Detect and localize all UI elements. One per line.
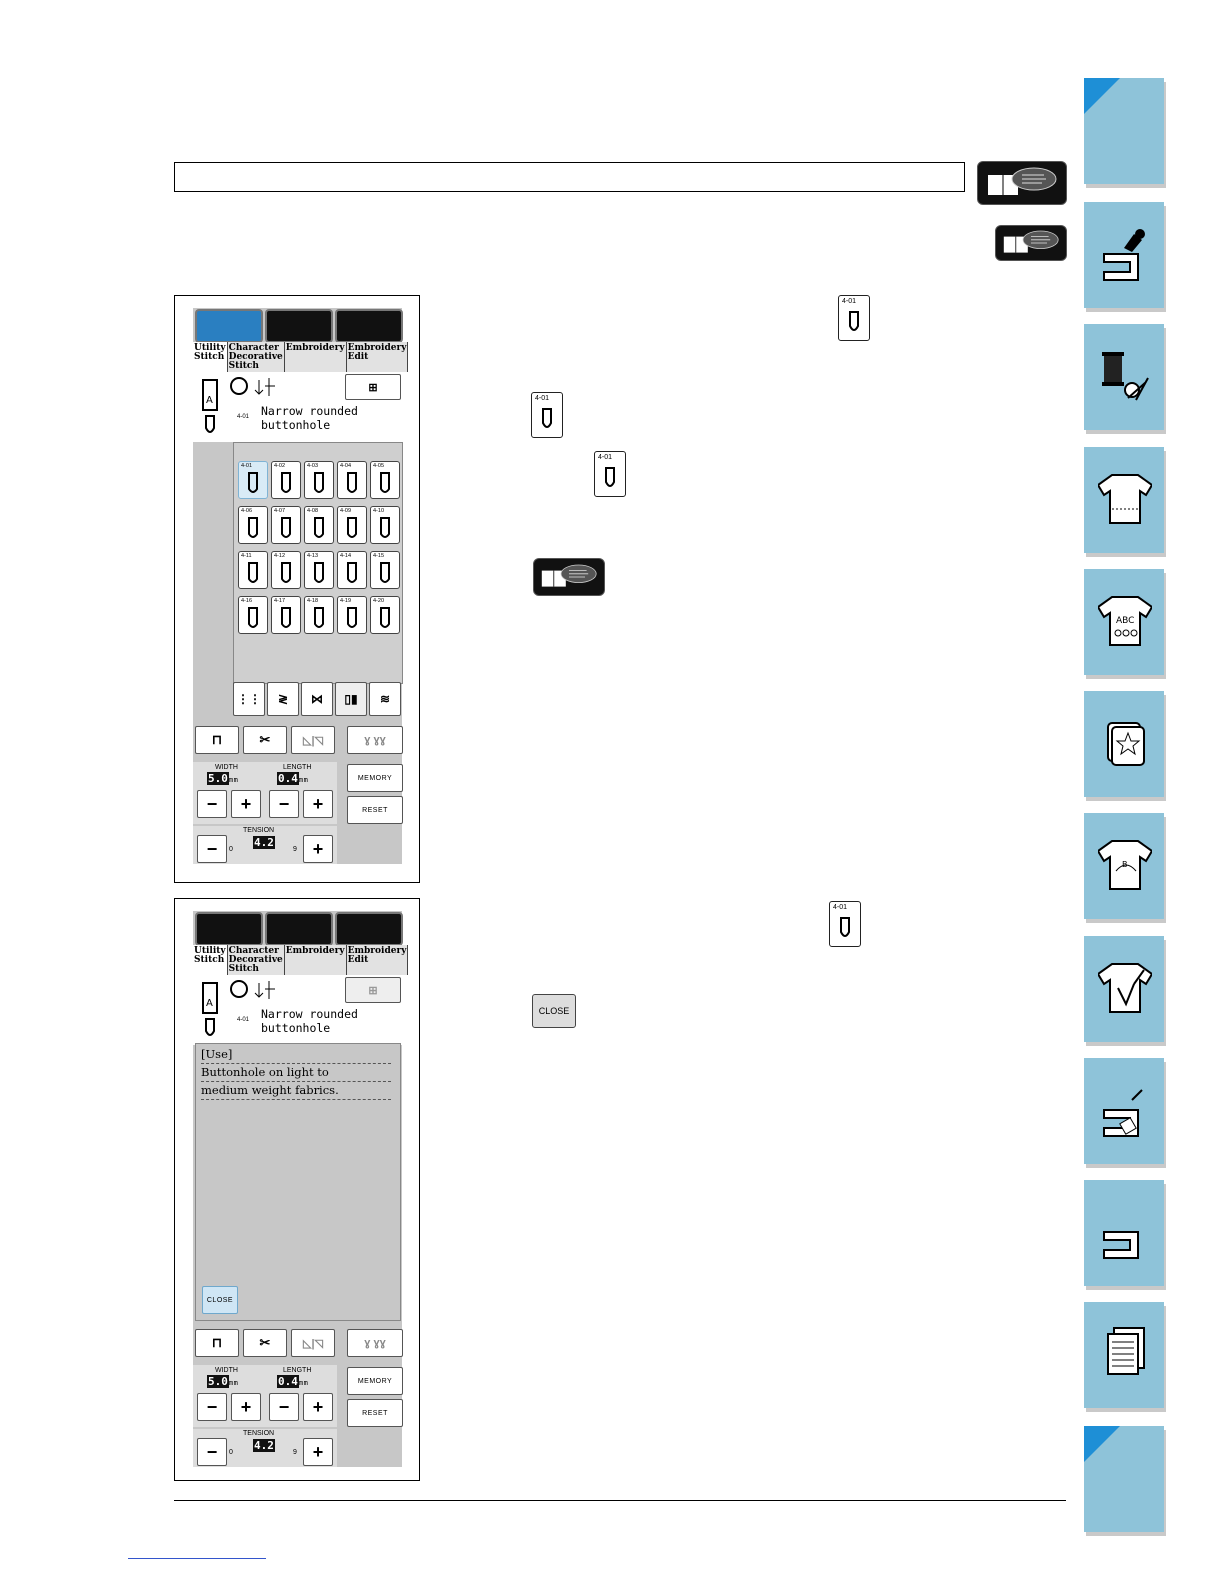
buttonhole-icon <box>279 471 293 495</box>
stitch-code: 4-16 <box>241 598 253 604</box>
maintenance-icon <box>1098 1080 1152 1140</box>
stitch-grid <box>233 442 403 684</box>
buttonhole-icon <box>312 606 326 630</box>
buttonhole-icon <box>279 606 293 630</box>
machine-help-key[interactable] <box>265 912 333 946</box>
stitch-code: 4-03 <box>307 463 319 469</box>
embroidery-edit-icon <box>1098 835 1152 895</box>
help-line: medium weight fabrics. <box>201 1082 391 1100</box>
stitch-code: 4-11 <box>241 553 252 559</box>
buttonhole-icon <box>345 516 359 540</box>
buttonhole-icon <box>279 561 293 585</box>
width-label: WIDTH <box>215 1367 238 1374</box>
width-minus-button[interactable]: − <box>197 1393 227 1421</box>
tab-embroidery[interactable]: Embroidery <box>285 945 347 975</box>
stitch-code: 4-10 <box>373 508 385 514</box>
buttonhole-icon <box>246 471 260 495</box>
side-tab-thread[interactable] <box>1084 324 1164 430</box>
buttonhole-icon <box>345 561 359 585</box>
utility-stitch-icon <box>1098 469 1152 529</box>
help-book-icon-inline <box>533 558 605 596</box>
stitch-pattern-key[interactable] <box>271 596 301 634</box>
svg-text:A: A <box>206 395 213 406</box>
length-plus-button[interactable]: + <box>303 1393 333 1421</box>
side-tab-documents[interactable] <box>1084 1302 1164 1408</box>
stitch-category-2[interactable]: ≷ <box>267 682 299 716</box>
stitch-code: 4-18 <box>307 598 319 604</box>
memory-button[interactable]: MEMORY <box>347 1367 403 1395</box>
footer-rule <box>174 1500 1066 1501</box>
width-minus-button[interactable]: − <box>197 790 227 818</box>
stitch-code: 4-01 <box>241 463 253 469</box>
help-line: Buttonhole on light to <box>201 1064 391 1082</box>
stitch-pattern-key[interactable] <box>337 551 367 589</box>
length-label: LENGTH <box>283 1367 312 1374</box>
stitch-pattern-key[interactable] <box>271 506 301 544</box>
length-plus-button[interactable]: + <box>303 790 333 818</box>
lcd-screen <box>193 911 407 1467</box>
mirror-button[interactable]: ◺|◹ <box>291 1329 335 1357</box>
footer-link-underline[interactable] <box>128 1558 266 1559</box>
settings-key[interactable] <box>335 912 403 946</box>
tension-value: 4.2 <box>254 1439 274 1452</box>
side-tab-character[interactable] <box>1084 569 1164 675</box>
stitch-pattern-key[interactable] <box>271 551 301 589</box>
stitch-pattern-key[interactable] <box>370 596 400 634</box>
buttonhole-icon <box>345 606 359 630</box>
side-tab-embroidery[interactable] <box>1084 691 1164 797</box>
stitch-pattern-key[interactable] <box>370 461 400 499</box>
stitch-pattern-key[interactable] <box>337 596 367 634</box>
svg-text:ABC: ABC <box>1116 616 1135 626</box>
length-label: LENGTH <box>283 764 312 771</box>
stitch-code: 4-14 <box>340 553 352 559</box>
tension-plus-button[interactable]: + <box>303 835 333 863</box>
stitch-pattern-key[interactable] <box>271 461 301 499</box>
side-tab-corner-bottom[interactable] <box>1084 1426 1164 1532</box>
length-value: 0.4mm <box>278 1375 309 1388</box>
buttonhole-icon <box>246 561 260 585</box>
stitch-category-buttonhole[interactable]: ▯▮ <box>335 682 367 716</box>
tab-embroidery[interactable]: Embroidery <box>285 342 347 372</box>
tab-embroidery-edit[interactable]: Embroidery Edit <box>347 945 409 975</box>
stitch-pattern-key[interactable] <box>238 461 268 499</box>
buttonhole-icon <box>279 516 293 540</box>
side-tab-machine-setup[interactable] <box>1084 202 1164 308</box>
stitch-code: 4-09 <box>340 508 352 514</box>
tension-min: 0 <box>229 1449 233 1456</box>
stitch-code: 4-06 <box>241 508 253 514</box>
tab-character-decorative[interactable]: Character Decorative Stitch <box>228 946 283 974</box>
svg-text:B: B <box>1122 860 1128 869</box>
buttonhole-icon <box>378 471 392 495</box>
stitch-pattern-key[interactable] <box>238 551 268 589</box>
stitch-pattern-key[interactable] <box>337 506 367 544</box>
side-tab-corner-top[interactable] <box>1084 78 1164 184</box>
reverse-stitch-button[interactable]: ⊓ <box>195 726 239 754</box>
tab-utility-stitch[interactable]: Utility Stitch <box>193 342 228 372</box>
tab-utility-stitch[interactable]: Utility Stitch <box>193 945 228 975</box>
stitch-code: 4-02 <box>274 463 286 469</box>
close-key-icon: CLOSE <box>532 994 576 1028</box>
buttonhole-icon <box>345 471 359 495</box>
stitch-pattern-key[interactable] <box>238 506 268 544</box>
stitch-pattern-key[interactable] <box>337 461 367 499</box>
reverse-stitch-button[interactable]: ⊓ <box>195 1329 239 1357</box>
width-value: 5.0mm <box>208 772 239 785</box>
embroidery-frame-icon <box>1098 713 1152 773</box>
stitch-code: 4-07 <box>274 508 286 514</box>
garment-view-button[interactable]: ⊞ <box>345 977 401 1003</box>
help-book-icon-small <box>995 225 1067 261</box>
settings-key[interactable] <box>335 309 403 343</box>
length-value: 0.4mm <box>278 772 309 785</box>
tab-embroidery-edit[interactable]: Embroidery Edit <box>347 342 409 372</box>
needle-mode-button[interactable]: ɣ ɣɣ <box>347 726 403 754</box>
width-plus-button[interactable]: + <box>231 790 261 818</box>
stitch-category-5[interactable]: ≋ <box>369 682 401 716</box>
presser-foot-icon <box>197 979 223 1039</box>
help-book-icon <box>977 161 1067 205</box>
buttonhole-icon <box>312 561 326 585</box>
stitch-pattern-key[interactable] <box>304 506 334 544</box>
tension-box <box>193 1429 337 1467</box>
thread-cut-button[interactable]: ✂ <box>243 1329 287 1357</box>
design-edit-icon <box>1098 958 1152 1018</box>
machine-icon <box>1098 1202 1152 1262</box>
stitch-code: 4-20 <box>373 598 385 604</box>
pattern-number: 4-01 <box>237 414 250 420</box>
stitch-key-icon: 4-01 <box>594 451 626 497</box>
pattern-info <box>193 975 402 1045</box>
tension-label: TENSION <box>243 827 275 834</box>
tension-minus-button[interactable]: − <box>197 835 227 863</box>
svg-text:A: A <box>206 998 213 1009</box>
pattern-info <box>193 372 402 442</box>
category-tabs <box>193 342 407 373</box>
section-title-bar <box>174 162 965 192</box>
lcd-screen <box>193 308 407 864</box>
buttonhole-icon <box>378 561 392 585</box>
screen-panel-2 <box>174 898 420 1481</box>
stitch-code: 4-04 <box>340 463 352 469</box>
screen-panel-1 <box>174 295 420 883</box>
reset-button[interactable]: RESET <box>347 796 403 824</box>
thread-cut-button[interactable]: ✂ <box>243 726 287 754</box>
stitch-pattern-key[interactable] <box>304 461 334 499</box>
stitch-code: 4-15 <box>373 553 385 559</box>
buttonhole-icon <box>246 606 260 630</box>
category-tab-row <box>233 682 401 716</box>
needle-mode-button[interactable]: ɣ ɣɣ <box>347 1329 403 1357</box>
documents-icon <box>1098 1324 1152 1384</box>
tension-minus-button[interactable]: − <box>197 1438 227 1466</box>
tab-character-decorative[interactable]: Character Decorative Stitch <box>228 343 283 371</box>
buttonhole-icon <box>378 606 392 630</box>
stitch-category-1[interactable]: ⋮⋮ <box>233 682 265 716</box>
tension-box <box>193 826 337 864</box>
tension-max: 9 <box>293 846 297 853</box>
tension-value: 4.2 <box>254 836 274 849</box>
width-length-box <box>193 762 337 824</box>
stitch-pattern-key[interactable] <box>304 596 334 634</box>
presser-foot-icon <box>197 376 223 436</box>
side-tab-embroidery-edit[interactable] <box>1084 813 1164 919</box>
pattern-number: 4-01 <box>237 1017 250 1023</box>
bobbin-icon <box>229 979 281 1001</box>
mirror-button[interactable]: ◺|◹ <box>291 726 335 754</box>
buttonhole-icon <box>312 471 326 495</box>
stitch-code: 4-08 <box>307 508 319 514</box>
length-minus-button[interactable]: − <box>269 790 299 818</box>
buttonhole-icon <box>378 516 392 540</box>
reset-button[interactable]: RESET <box>347 1399 403 1427</box>
length-minus-button[interactable]: − <box>269 1393 299 1421</box>
side-tab-maintenance[interactable] <box>1084 1058 1164 1164</box>
side-tab-machine[interactable] <box>1084 1180 1164 1286</box>
category-tabs <box>193 945 407 976</box>
memory-button[interactable]: MEMORY <box>347 764 403 792</box>
stitch-pattern-key[interactable] <box>304 551 334 589</box>
pattern-name: Narrow rounded buttonhole <box>261 404 358 432</box>
help-book-key[interactable] <box>195 912 263 946</box>
stitch-code: 4-05 <box>373 463 385 469</box>
buttonhole-icon <box>312 516 326 540</box>
character-stitch-icon <box>1098 591 1152 651</box>
garment-view-button[interactable]: ⊞ <box>345 374 401 400</box>
stitch-code: 4-19 <box>340 598 352 604</box>
stitch-code: 4-13 <box>307 553 319 559</box>
stitch-pattern-key[interactable] <box>370 506 400 544</box>
help-text-area <box>195 1043 401 1321</box>
stitch-code: 4-17 <box>274 598 286 604</box>
tension-label: TENSION <box>243 1430 275 1437</box>
stitch-key-icon: 4-01 <box>531 392 563 438</box>
machine-setup-icon <box>1098 224 1152 284</box>
stitch-pattern-key[interactable] <box>370 551 400 589</box>
help-book-key[interactable] <box>195 309 263 343</box>
stitch-code: 4-12 <box>274 553 286 559</box>
thread-bobbin-icon <box>1098 346 1152 406</box>
width-length-box <box>193 1365 337 1427</box>
tension-max: 9 <box>293 1449 297 1456</box>
stitch-key-icon: 4-01 <box>829 901 861 947</box>
tension-min: 0 <box>229 846 233 853</box>
tension-plus-button[interactable]: + <box>303 1438 333 1466</box>
side-tab-design-edit[interactable] <box>1084 936 1164 1042</box>
stitch-category-3[interactable]: ⋈ <box>301 682 333 716</box>
stitch-key-icon: 4-01 <box>838 295 870 341</box>
buttonhole-icon <box>246 516 260 540</box>
width-value: 5.0mm <box>208 1375 239 1388</box>
bobbin-icon <box>229 376 281 398</box>
pattern-name: Narrow rounded buttonhole <box>261 1007 358 1035</box>
width-label: WIDTH <box>215 764 238 771</box>
width-plus-button[interactable]: + <box>231 1393 261 1421</box>
machine-help-key[interactable] <box>265 309 333 343</box>
side-tab-utility[interactable] <box>1084 447 1164 553</box>
stitch-pattern-key[interactable] <box>238 596 268 634</box>
close-button[interactable]: CLOSE <box>202 1286 238 1314</box>
help-line: [Use] <box>201 1046 391 1064</box>
